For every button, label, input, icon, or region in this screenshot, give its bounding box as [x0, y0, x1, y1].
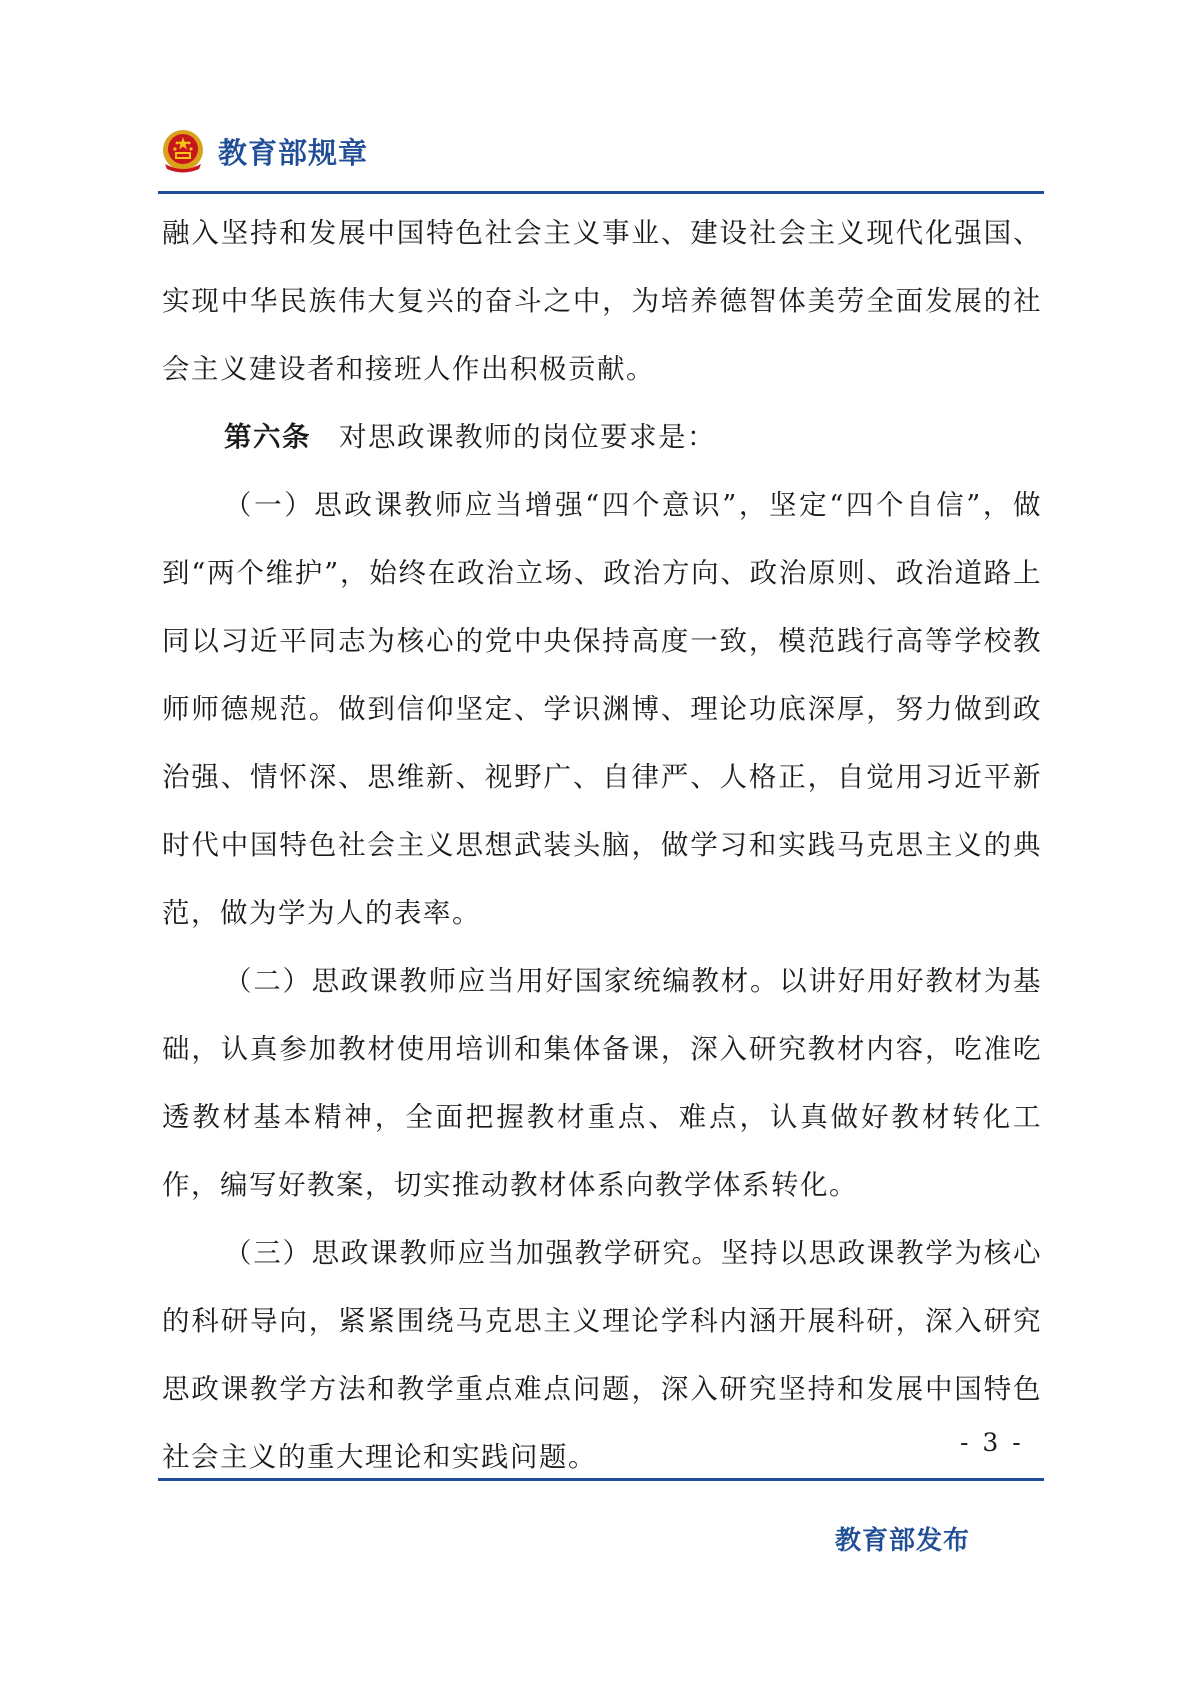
article-heading: [162, 403, 1042, 471]
clause-3: （三）思政课教师应当加强教学研究。坚持以思政课教学为核心的科研导向，紧紧围绕马克思主义理论学科内涵开展科研，深入研究思政课教学方法和教学重点难点问题，深入研究坚持和发展中国特色社会主义的重大理论和实践问题。: [162, 1237, 1042, 1473]
document-body: [162, 199, 1042, 1491]
paragraph-continuation: 融入坚持和发展中国特色社会主义事业、建设社会主义现代化强国、实现中华民族伟大复兴的奋斗之中，为培养德智体美劳全面发展的社会主义建设者和接班人作出积极贡献。: [162, 217, 1042, 385]
article-label: 第六条: [224, 421, 311, 453]
national-emblem-icon: [160, 128, 206, 174]
header-title: 教育部规章: [218, 135, 369, 170]
article-text: 对思政课教师的岗位要求是：: [339, 421, 716, 453]
page-number: - 3 -: [960, 1428, 1024, 1457]
footer-divider: [158, 1478, 1044, 1481]
page-header: [160, 128, 368, 174]
clause-2: （二）思政课教师应当用好国家统编教材。以讲好用好教材为基础，认真参加教材使用培训和集体备课，深入研究教材内容，吃准吃透教材基本精神，全面把握教材重点、难点，认真做好教材转化工作，编写好教案，切实推动教材体系向教学体系转化。: [162, 965, 1042, 1201]
header-divider: [158, 191, 1044, 194]
clause-1: （一）思政课教师应当增强“四个意识”，坚定“四个自信”，做到“两个维护”，始终在政治立场、政治方向、政治原则、政治道路上同以习近平同志为核心的党中央保持高度一致，模范践行高等学校教师师德规范。做到信仰坚定、学识渊博、理论功底深厚，努力做到政治强、情怀深、思维新、视野广、自律严、人格正，自觉用习近平新时代中国特色社会主义思想武装头脑，做学习和实践马克思主义的典范，做为学为人的表率。: [162, 489, 1042, 929]
footer-publisher: 教育部发布: [835, 1526, 971, 1556]
